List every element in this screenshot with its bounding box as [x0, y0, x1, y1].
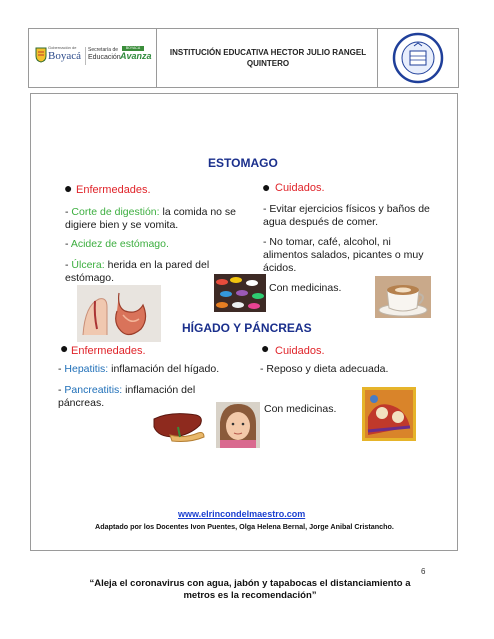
- header-seal-cell: [377, 29, 458, 87]
- institution-title-line1: INSTITUCIÓN EDUCATIVA HECTOR JULIO RANGEL: [169, 48, 367, 57]
- bullet-dot: ●: [262, 179, 271, 195]
- page-number: 6: [421, 567, 426, 576]
- estomago-cuidado-1: - Evitar ejercicios físicos y baños de agua después de comer.: [263, 203, 430, 228]
- logo-left-caption: Gobernación de: [48, 45, 77, 50]
- desc-hepatitis: inflamación del hígado.: [111, 363, 220, 375]
- higado-cuidado-1: - Reposo y dieta adecuada.: [260, 363, 389, 375]
- estomago-item-acidez: - Acidez de estómago.: [65, 238, 169, 250]
- estomago-item-corte: - Corte de digestión: la comida no se digiere bien y se vomita.: [65, 206, 237, 231]
- estomago-enfermedades-label: Enfermedades.: [76, 184, 151, 196]
- term-hepatitis: Hepatitis:: [64, 363, 109, 375]
- term-pancreatitis: Pancreatitis:: [64, 384, 123, 396]
- estomago-title: ESTOMAGO: [208, 156, 278, 170]
- logo-avanza-badge: BOYACÁ: [122, 46, 144, 51]
- desc-pancreatitis: inflamación del páncreas.: [58, 384, 196, 409]
- bullet-dot: ●: [60, 340, 69, 356]
- estomago-cuidado-3: Con medicinas.: [269, 282, 342, 294]
- source-link[interactable]: www.elrincondelmaestro.com: [178, 509, 306, 519]
- child-image: [216, 402, 260, 448]
- stomach-image: [77, 285, 161, 342]
- page-header: [28, 28, 459, 88]
- institution-seal-icon: [392, 32, 444, 84]
- liver-image: [150, 409, 208, 445]
- logo-left-name: Boyacá: [48, 50, 81, 62]
- desc-corte: la comida no se digiere bien y se vomita.: [65, 206, 237, 231]
- estomago-cuidado-2: - No tomar, café, alcohol, ni alimentos salados, picantes o muy ácidos.: [263, 236, 424, 274]
- bullet-dot: ●: [261, 340, 270, 356]
- footer-quote-line1: “Aleja el coronavirus con agua, jabón y tapabocas el distanciamiento a: [89, 578, 411, 589]
- coffee-image: [375, 276, 431, 318]
- higado-cuidados-label: Cuidados.: [275, 345, 325, 357]
- estomago-item-ulcera: - Úlcera: herida en la pared del estómago.: [65, 259, 210, 284]
- logo-secretaria: Secretaría de: [88, 47, 119, 53]
- footer-quote: [60, 578, 440, 602]
- term-acidez: Acidez de estómago.: [70, 238, 169, 250]
- term-ulcera: Úlcera:: [71, 259, 105, 271]
- term-corte: Corte de digestión:: [71, 206, 160, 218]
- boyaca-shield-icon: [35, 47, 47, 63]
- higado-item-hepatitis: - Hepatitis: inflamación del hígado.: [58, 363, 220, 375]
- higado-enfermedades-label: Enfermedades.: [71, 345, 146, 357]
- logo-educacion: Educación: [88, 54, 121, 61]
- higado-title: HÍGADO Y PÁNCREAS: [182, 321, 312, 335]
- pills-image: [214, 274, 266, 312]
- source-credit: Adaptado por los Docentes Ivon Puentes, Olga Helena Bernal, Jorge Anibal Cristancho.: [95, 522, 394, 531]
- estomago-cuidados-label: Cuidados.: [275, 182, 325, 194]
- institution-title-line2: QUINTERO: [246, 59, 290, 68]
- header-logos: [29, 29, 157, 87]
- logo-divider: [85, 47, 86, 65]
- painting-image: [362, 387, 416, 441]
- institution-title: [157, 29, 379, 87]
- footer-quote-line2: metros es la recomendación”: [183, 590, 317, 601]
- higado-cuidado-2: Con medicinas.: [264, 403, 337, 415]
- bullet-dot: ●: [64, 180, 73, 196]
- higado-item-pancreatitis: - Pancreatitis: inflamación del páncreas.: [58, 384, 196, 409]
- logo-avanza: Avanza: [120, 51, 152, 61]
- desc-ulcera: herida en la pared del estómago.: [65, 259, 210, 284]
